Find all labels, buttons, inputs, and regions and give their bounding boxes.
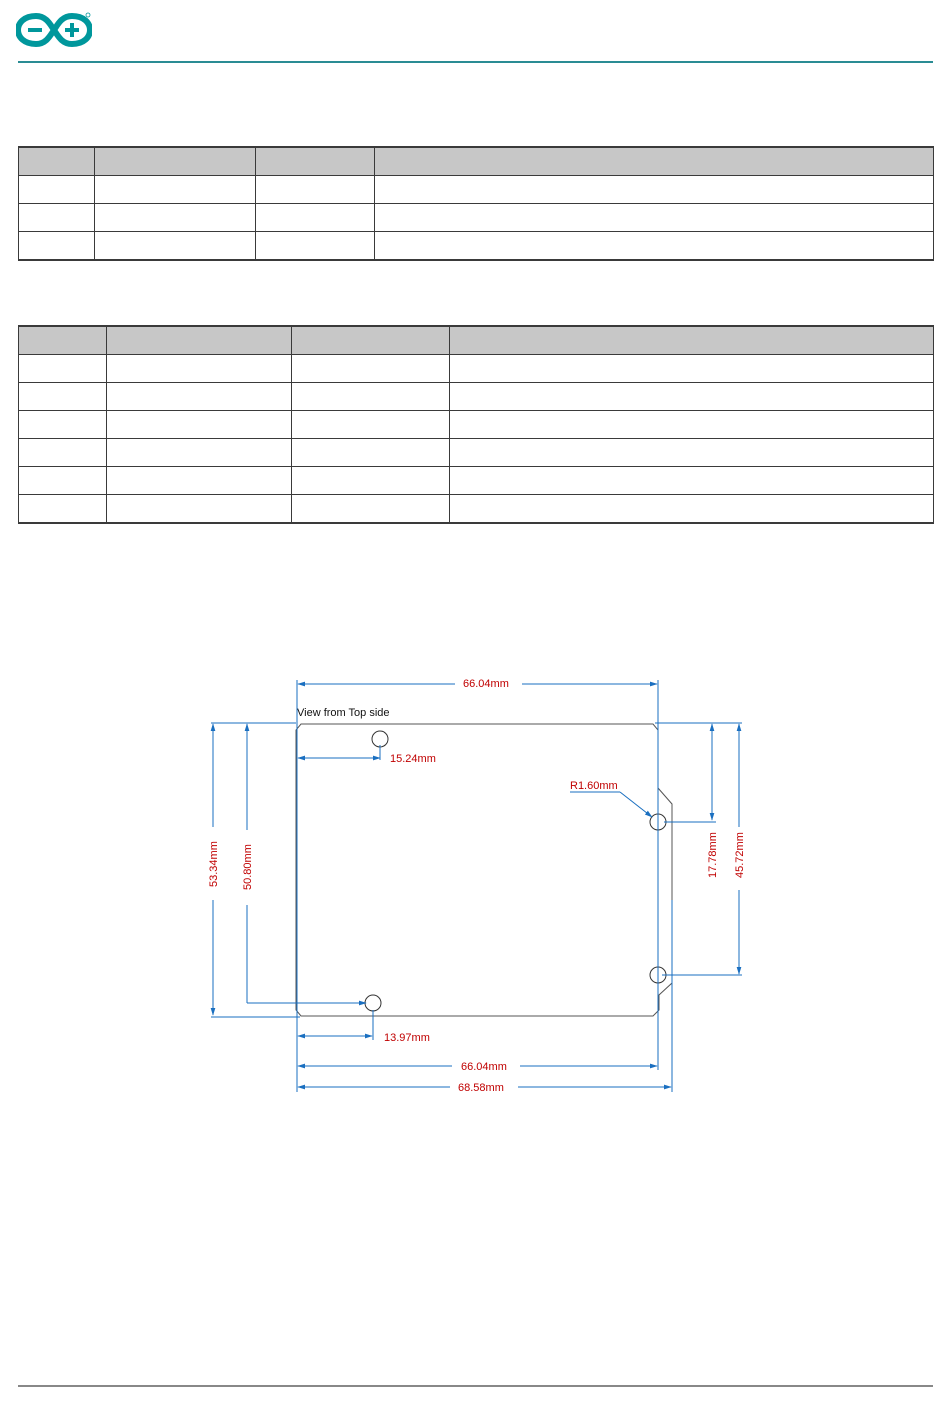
table-header-row bbox=[19, 326, 934, 355]
header-divider bbox=[18, 61, 933, 63]
table-header-row bbox=[19, 147, 934, 176]
table-row bbox=[19, 176, 934, 204]
dim-radius: R1.60mm bbox=[570, 780, 618, 792]
mounting-hole bbox=[372, 731, 388, 747]
dim-right-upper: 17.78mm bbox=[707, 832, 719, 878]
dim-hole-offset-top: 15.24mm bbox=[390, 753, 436, 765]
mounting-hole bbox=[365, 995, 381, 1011]
dim-hole-offset-bottom: 13.97mm bbox=[384, 1032, 430, 1044]
table-row bbox=[19, 411, 934, 439]
board-outline bbox=[296, 724, 672, 1016]
dim-top-width: 66.04mm bbox=[463, 678, 509, 690]
dim-right-total: 45.72mm bbox=[734, 832, 746, 878]
table-row bbox=[19, 495, 934, 524]
board-outline-drawing bbox=[0, 660, 950, 1120]
dim-bottom-total: 68.58mm bbox=[458, 1082, 504, 1094]
table-row bbox=[19, 355, 934, 383]
arduino-logo-icon bbox=[16, 10, 92, 50]
table-row bbox=[19, 232, 934, 261]
dim-height-total: 53.34mm bbox=[208, 841, 220, 887]
view-label: View from Top side bbox=[297, 707, 390, 719]
spec-table-1 bbox=[18, 146, 934, 261]
dim-bottom-inner: 66.04mm bbox=[461, 1061, 507, 1073]
spec-table-2 bbox=[18, 325, 934, 524]
footer-divider bbox=[18, 1385, 933, 1387]
table-row bbox=[19, 467, 934, 495]
table-row bbox=[19, 204, 934, 232]
table-row bbox=[19, 439, 934, 467]
dim-height-inner: 50.80mm bbox=[242, 844, 254, 890]
table-row bbox=[19, 383, 934, 411]
